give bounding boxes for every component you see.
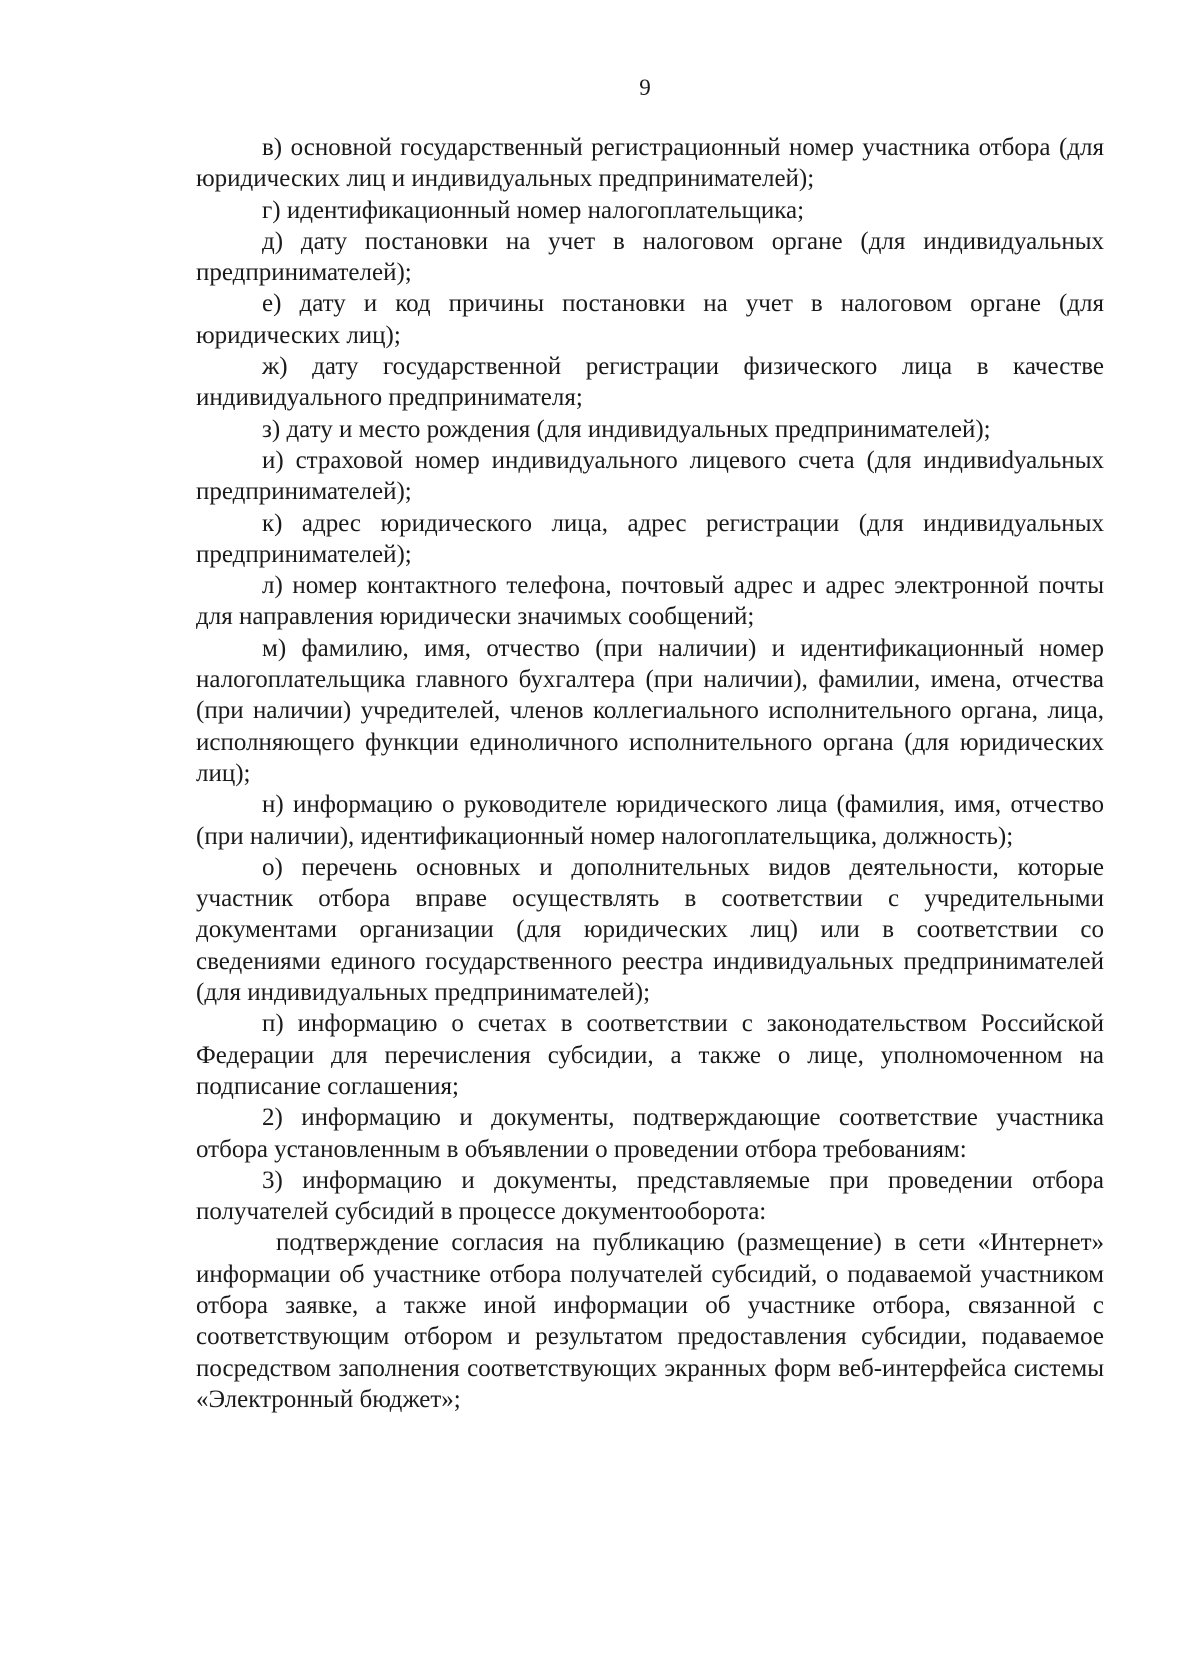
paragraph-l-contacts: л) номер контактного телефона, почтовый адрес и адрес электронной почты для направления юридически значимых сообщений;: [196, 572, 1104, 631]
paragraph-g-inn: г) идентификационный номер налогоплательщика;: [262, 196, 805, 224]
page-number: 9: [639, 75, 651, 100]
paragraph-k-address: к) адрес юридического лица, адрес регистрации (для индивидуальных предпринимателей);: [196, 509, 1104, 568]
paragraph-zh-state-registration-date: ж) дату государственной регистрации физического лица в качестве индивидуального предпринимателя;: [196, 353, 1104, 412]
paragraph-publication-consent: подтверждение согласия на публикацию (размещение) в сети «Интернет» информации об участнике отбора получателей субсидий, о подаваемой участником отбора заявке, а также иной информации об участнике отбора, связанной с соответствующим отбором и результатом предоставления субсидии, подаваемое посредством заполнения соответствующих экранных форм веб-интерфейса системы «Электронный бюджет»;: [196, 1229, 1104, 1413]
paragraph-z-birth-date-place: з) дату и место рождения (для индивидуальных предпринимателей);: [262, 415, 991, 443]
paragraph-p-accounts: п) информацию о счетах в соответствии с законодательством Российской Федерации для перечисления субсидии, а также о лице, уполномоченном на подписание соглашения;: [196, 1010, 1104, 1100]
paragraph-v-ogrn: в) основной государственный регистрационный номер участника отбора (для юридических лиц и индивидуальных предпринимателей);: [196, 134, 1104, 193]
paragraph-2-compliance-documents: 2) информацию и документы, подтверждающие соответствие участника отбора установленным в объявлении о проведении отбора требованиям:: [196, 1104, 1104, 1163]
paragraph-e-kpp: е) дату и код причины постановки на учет в налоговом органе (для юридических лиц);: [196, 290, 1104, 349]
paragraph-3-workflow-documents: 3) информацию и документы, представляемые при проведении отбора получателей субсидий в процессе документооборота:: [196, 1166, 1104, 1226]
paragraph-o-activities: о) перечень основных и дополнительных видов деятельности, которые участник отбора вправе осуществлять в соответствии с учредительными документами организации (для юридических лиц) или в соответствии со сведениями единого государственного реестра индивидуальных предпринимателей (для индивидуальных предпринимателей);: [196, 853, 1104, 1007]
paragraph-i-snils: и) страховой номер индивидуального лицевого счета (для индивиdуальных предпринимателей);: [196, 446, 1104, 506]
paragraph-d-tax-registration-date: д) дату постановки на учет в налоговом органе (для индивидуальных предпринимателей);: [196, 227, 1104, 287]
paragraph-n-head-info: н) информацию о руководителе юридического лица (фамилия, имя, отчество (при наличии), идентификационный номер налогоплательщика, должность);: [196, 791, 1104, 850]
paragraph-m-accountant-founders: м) фамилию, имя, отчество (при наличии) и идентификационный номер налогоплательщика главного бухгалтера (при наличии), фамилии, имена, отчества (при наличии) учредителей, членов коллегиального исполнительного органа, лица, исполняющего функции единоличного исполнительного органа (для юридических лиц);: [196, 634, 1104, 787]
document-body: [196, 132, 1104, 1415]
